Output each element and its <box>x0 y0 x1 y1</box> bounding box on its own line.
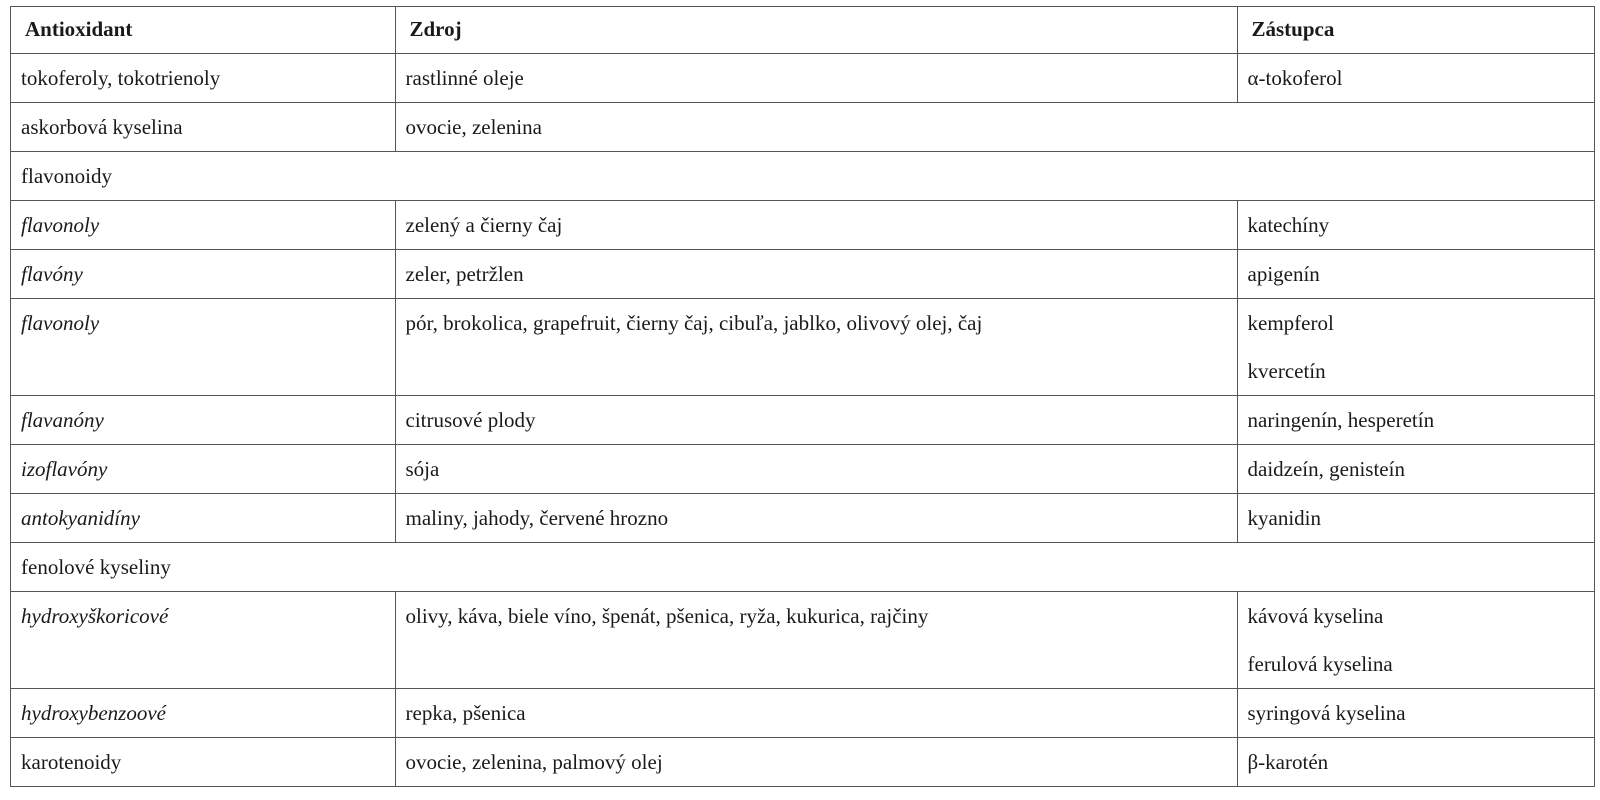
representative-line: kempferol <box>1247 311 1334 335</box>
header-antioxidant: Antioxidant <box>11 7 395 54</box>
antioxidant-cell: flavonoly <box>11 201 395 250</box>
section-row <box>11 543 1594 592</box>
table-row <box>11 201 1594 250</box>
table-row <box>11 103 1594 152</box>
table-row <box>11 494 1594 543</box>
source-cell: sója <box>395 445 1237 494</box>
representative-line: ferulová kyselina <box>1247 652 1393 676</box>
representative-cell: daidzeín, genisteín <box>1237 445 1594 494</box>
antioxidant-cell: izoflavóny <box>11 445 395 494</box>
table-row <box>11 396 1594 445</box>
representative-cell: naringenín, hesperetín <box>1237 396 1594 445</box>
header-source: Zdroj <box>395 7 1237 54</box>
antioxidant-table <box>11 7 1594 786</box>
table-row <box>11 689 1594 738</box>
source-cell: repka, pšenica <box>395 689 1237 738</box>
representative-cell: apigenín <box>1237 250 1594 299</box>
source-cell: pór, brokolica, grapefruit, čierny čaj, cibuľa, jablko, olivový olej, čaj <box>395 299 1237 396</box>
section-label: fenolové kyseliny <box>11 543 1594 592</box>
table-row <box>11 250 1594 299</box>
representative-cell: kyanidin <box>1237 494 1594 543</box>
source-cell: zelený a čierny čaj <box>395 201 1237 250</box>
antioxidant-cell: tokoferoly, tokotrienoly <box>11 54 395 103</box>
representative-line: kvercetín <box>1247 359 1326 383</box>
source-cell: ovocie, zelenina, palmový olej <box>395 738 1237 787</box>
table-row <box>11 445 1594 494</box>
representative-cell: katechíny <box>1237 201 1594 250</box>
antioxidant-cell: antokyanidíny <box>11 494 395 543</box>
table-row <box>11 592 1594 689</box>
header-row <box>11 7 1594 54</box>
source-cell: maliny, jahody, červené hrozno <box>395 494 1237 543</box>
representative-line: kávová kyselina <box>1247 604 1384 628</box>
source-cell: citrusové plody <box>395 396 1237 445</box>
section-row <box>11 152 1594 201</box>
antioxidant-cell: askorbová kyselina <box>11 103 395 152</box>
antioxidant-cell: flavonoly <box>11 299 395 396</box>
source-cell: ovocie, zelenina <box>395 103 1594 152</box>
representative-cell: β-karotén <box>1237 738 1594 787</box>
antioxidant-cell: flavóny <box>11 250 395 299</box>
table-row <box>11 299 1594 396</box>
antioxidant-cell: flavanóny <box>11 396 395 445</box>
antioxidant-table-frame <box>10 6 1595 787</box>
table-row <box>11 54 1594 103</box>
source-cell: rastlinné oleje <box>395 54 1237 103</box>
antioxidant-cell: hydroxyškoricové <box>11 592 395 689</box>
antioxidant-cell: karotenoidy <box>21 750 122 774</box>
representative-cell <box>1237 592 1594 689</box>
section-label: flavonoidy <box>11 152 1594 201</box>
source-cell: zeler, petržlen <box>395 250 1237 299</box>
representative-cell <box>1237 299 1594 396</box>
representative-cell: α-tokoferol <box>1237 54 1594 103</box>
representative-cell: syringová kyselina <box>1237 689 1594 738</box>
header-representative: Zástupca <box>1237 7 1594 54</box>
antioxidant-cell: hydroxybenzoové <box>11 689 395 738</box>
source-cell: olivy, káva, biele víno, špenát, pšenica, ryža, kukurica, rajčiny <box>395 592 1237 689</box>
table-row <box>11 738 1594 787</box>
